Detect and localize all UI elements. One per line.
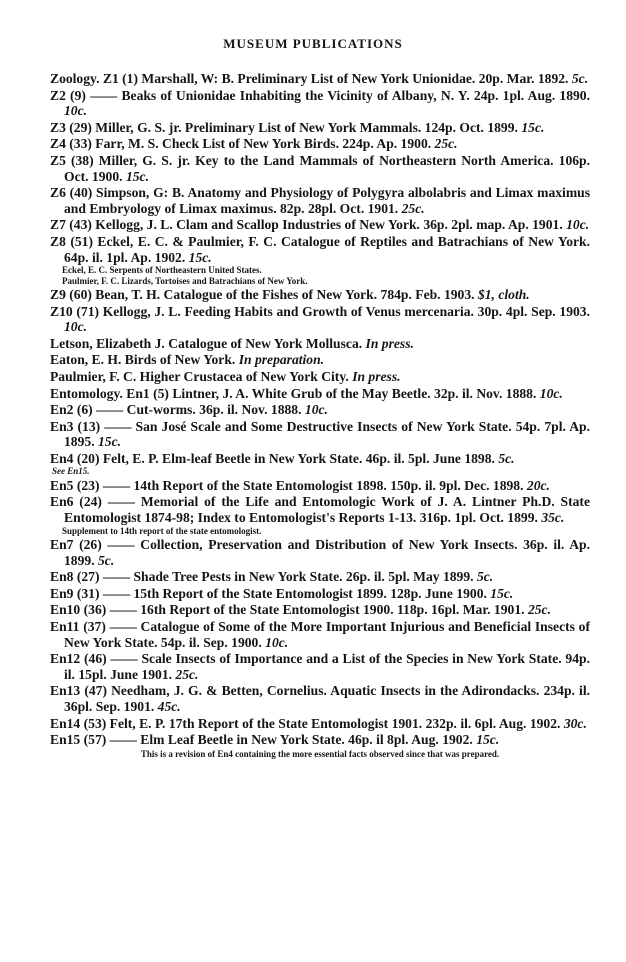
entry-price: 30c. (563, 715, 587, 731)
publication-entry (50, 234, 590, 265)
entry-status: In press. (365, 335, 414, 351)
publication-entry (50, 651, 590, 682)
publication-entry (50, 537, 590, 568)
entry-text: Letson, Elizabeth J. Catalogue of New York Mollusca. (50, 335, 363, 351)
entry-price: 20c. (526, 477, 550, 493)
entry-price: 15c. (98, 434, 122, 450)
publication-entry (50, 120, 590, 136)
entry-price: 25c. (401, 200, 425, 216)
entry-text: Eckel, E. C. Serpents of Northeastern United States. (62, 265, 262, 276)
entry-price: 15c. (490, 585, 514, 601)
publication-entry (50, 419, 590, 450)
entry-text: Paulmier, F. C. Higher Crustacea of New York City. (50, 368, 349, 384)
entry-text: En2 (6) —— Cut-worms. 36p. il. Nov. 1888. (50, 402, 302, 418)
entry-text: En14 (53) Felt, E. P. 17th Report of the State Entomologist 1901. 232p. il. 6pl. Aug. 1902. (50, 715, 561, 731)
entry-price: 10c. (304, 402, 328, 418)
publication-entry (50, 732, 590, 748)
revision-note (50, 749, 590, 759)
entry-text: En9 (31) —— 15th Report of the State Entomologist 1899. 128p. June 1900. (50, 585, 487, 601)
publication-entry (50, 153, 590, 184)
entry-text: Paulmier, F. C. Lizards, Tortoises and Batrachians of New York. (62, 275, 308, 286)
entry-text: En15 (57) —— Elm Leaf Beetle in New York State. 46p. il 8pl. Aug. 1902. (50, 732, 473, 748)
entry-text: Supplement to 14th report of the state entomologist. (62, 525, 262, 536)
entry-price: 45c. (157, 699, 181, 714)
publication-entry (50, 478, 590, 494)
entry-text: En7 (26) —— Collection, Preservation and Distribution of New York Insects. 36p. il. Ap. 1899. (50, 537, 590, 568)
entry-text: See En15. (52, 466, 90, 477)
entry-text: Z2 (9) —— Beaks of Unionidae Inhabiting the Vicinity of Albany, N. Y. 24p. 1pl. Aug. 1890. (50, 87, 590, 103)
entry-price: 15c. (476, 732, 500, 748)
entry-text: Z8 (51) Eckel, E. C. & Paulmier, F. C. Catalogue of Reptiles and Batrachians of New York. 64p. il. 1pl. Ap. 1902. (50, 233, 590, 265)
entry-text: Z3 (29) Miller, G. S. jr. Preliminary List of New York Mammals. 124p. Oct. 1899. (50, 119, 518, 135)
forthcoming-entry (50, 336, 590, 352)
entry-note (50, 526, 590, 536)
publication-entry (50, 619, 590, 650)
entry-text: Z4 (33) Farr, M. S. Check List of New York Birds. 224p. Ap. 1900. (50, 136, 432, 152)
entry-text: En4 (20) Felt, E. P. Elm-leaf Beetle in New York State. 46p. il. 5pl. June 1898. (50, 450, 495, 466)
entry-price: 25c. (527, 602, 551, 618)
entry-price: 15c. (188, 249, 212, 265)
entry-price: 10c. (64, 103, 88, 119)
entry-text: Z7 (43) Kellogg, J. L. Clam and Scallop Industries of New York. 36p. 2pl. map. Ap. 1901. (50, 217, 563, 233)
publication-entry (50, 402, 590, 418)
entry-text: This is a revision of En4 containing the more essential facts observed since that was prepared. (140, 748, 500, 759)
publication-entry (50, 71, 590, 87)
entry-text: Z6 (40) Simpson, G: B. Anatomy and Physiology of Polygyra albolabris and Limax maximus and Embryology of Limax maximus. 82p. 28pl. Oct. 1901. (50, 185, 590, 216)
entry-text: En10 (36) —— 16th Report of the State Entomologist 1900. 118p. 16pl. Mar. 1901. (50, 602, 525, 618)
cross-reference (50, 466, 590, 476)
publication-entry (50, 716, 590, 732)
entry-text: En11 (37) —— Catalogue of Some of the More Important Injurious and Beneficial Insects of New York State. 54p. il. Sep. 1900. (50, 619, 590, 650)
entry-price: 10c. (64, 319, 88, 335)
entry-text: En3 (13) —— San José Scale and Some Destructive Insects of New York State. 54p. 7pl. Ap. 1895. (50, 418, 590, 450)
entry-text: Z9 (60) Bean, T. H. Catalogue of the Fishes of New York. 784p. Feb. 1903. (50, 286, 475, 302)
forthcoming-entry (50, 352, 590, 368)
running-head: MUSEUM PUBLICATIONS (223, 36, 403, 51)
entry-price: 25c. (175, 666, 199, 682)
publication-entry (50, 136, 590, 152)
entry-text: Entomology. En1 (5) Lintner, J. A. White Grub of the May Beetle. 32p. il. Nov. 1888. (50, 385, 537, 401)
entry-price: 5c. (498, 450, 515, 466)
publication-entry (50, 304, 590, 335)
entry-price: $1, cloth. (477, 286, 530, 302)
entry-text: Z5 (38) Miller, G. S. jr. Key to the Land Mammals of Northeastern North America. 106p. Oct. 1900. (50, 152, 590, 184)
entry-text: En12 (46) —— Scale Insects of Importance and a List of the Species in New York State. 94p. il. 15pl. June 1901. (50, 651, 590, 682)
publication-entry (50, 602, 590, 618)
entry-text: En13 (47) Needham, J. G. & Betten, Cornelius. Aquatic Insects in the Adirondacks. 234p. il. 36pl. Sep. 1901. (50, 683, 590, 714)
publication-entry (50, 185, 590, 216)
entry-text: Zoology. Z1 (1) Marshall, W: B. Preliminary List of New York Unionidae. 20p. Mar. 1892. (50, 71, 569, 86)
entry-price: 10c. (265, 634, 289, 650)
publication-entry (50, 586, 590, 602)
publication-entry (50, 287, 590, 303)
entry-price: 5c. (476, 569, 494, 585)
publication-entry (50, 494, 590, 525)
entry-price: 35c. (541, 510, 565, 526)
entry-text: En5 (23) —— 14th Report of the State Entomologist 1898. 150p. il. 9pl. Dec. 1898. (50, 477, 524, 493)
publication-list (50, 70, 590, 759)
entry-status: In press. (352, 368, 401, 384)
entry-note (50, 276, 590, 286)
publication-entry (50, 217, 590, 233)
entry-price: 5c. (571, 71, 589, 86)
entry-text: En6 (24) —— Memorial of the Life and Entomologic Work of J. A. Lintner Ph.D. State Entomologist 1874-98; Index to Entomologist's Reports 1-13. 316p. 1pl. Oct. 1899. (50, 494, 590, 526)
entry-price: 10c. (539, 385, 563, 401)
publication-entry (50, 683, 590, 714)
entry-price: 25c. (434, 136, 458, 152)
publication-entry (50, 386, 590, 402)
entry-text: En8 (27) —— Shade Tree Pests in New York State. 26p. il. 5pl. May 1899. (50, 569, 474, 585)
publication-entry (50, 569, 590, 585)
entry-price: 15c. (125, 168, 149, 184)
entry-price: 5c. (98, 552, 115, 568)
entry-price: 10c. (566, 217, 590, 233)
entry-text: Eaton, E. H. Birds of New York. (50, 352, 236, 368)
entry-price: 15c. (521, 119, 545, 135)
publication-entry (50, 451, 590, 467)
entry-status: In preparation. (238, 352, 325, 368)
publication-entry (50, 88, 590, 119)
entry-text: Z10 (71) Kellogg, J. L. Feeding Habits and Growth of Venus mercenaria. 30p. 4pl. Sep. 1903. (50, 303, 590, 319)
entry-note (50, 265, 590, 275)
forthcoming-entry (50, 369, 590, 385)
